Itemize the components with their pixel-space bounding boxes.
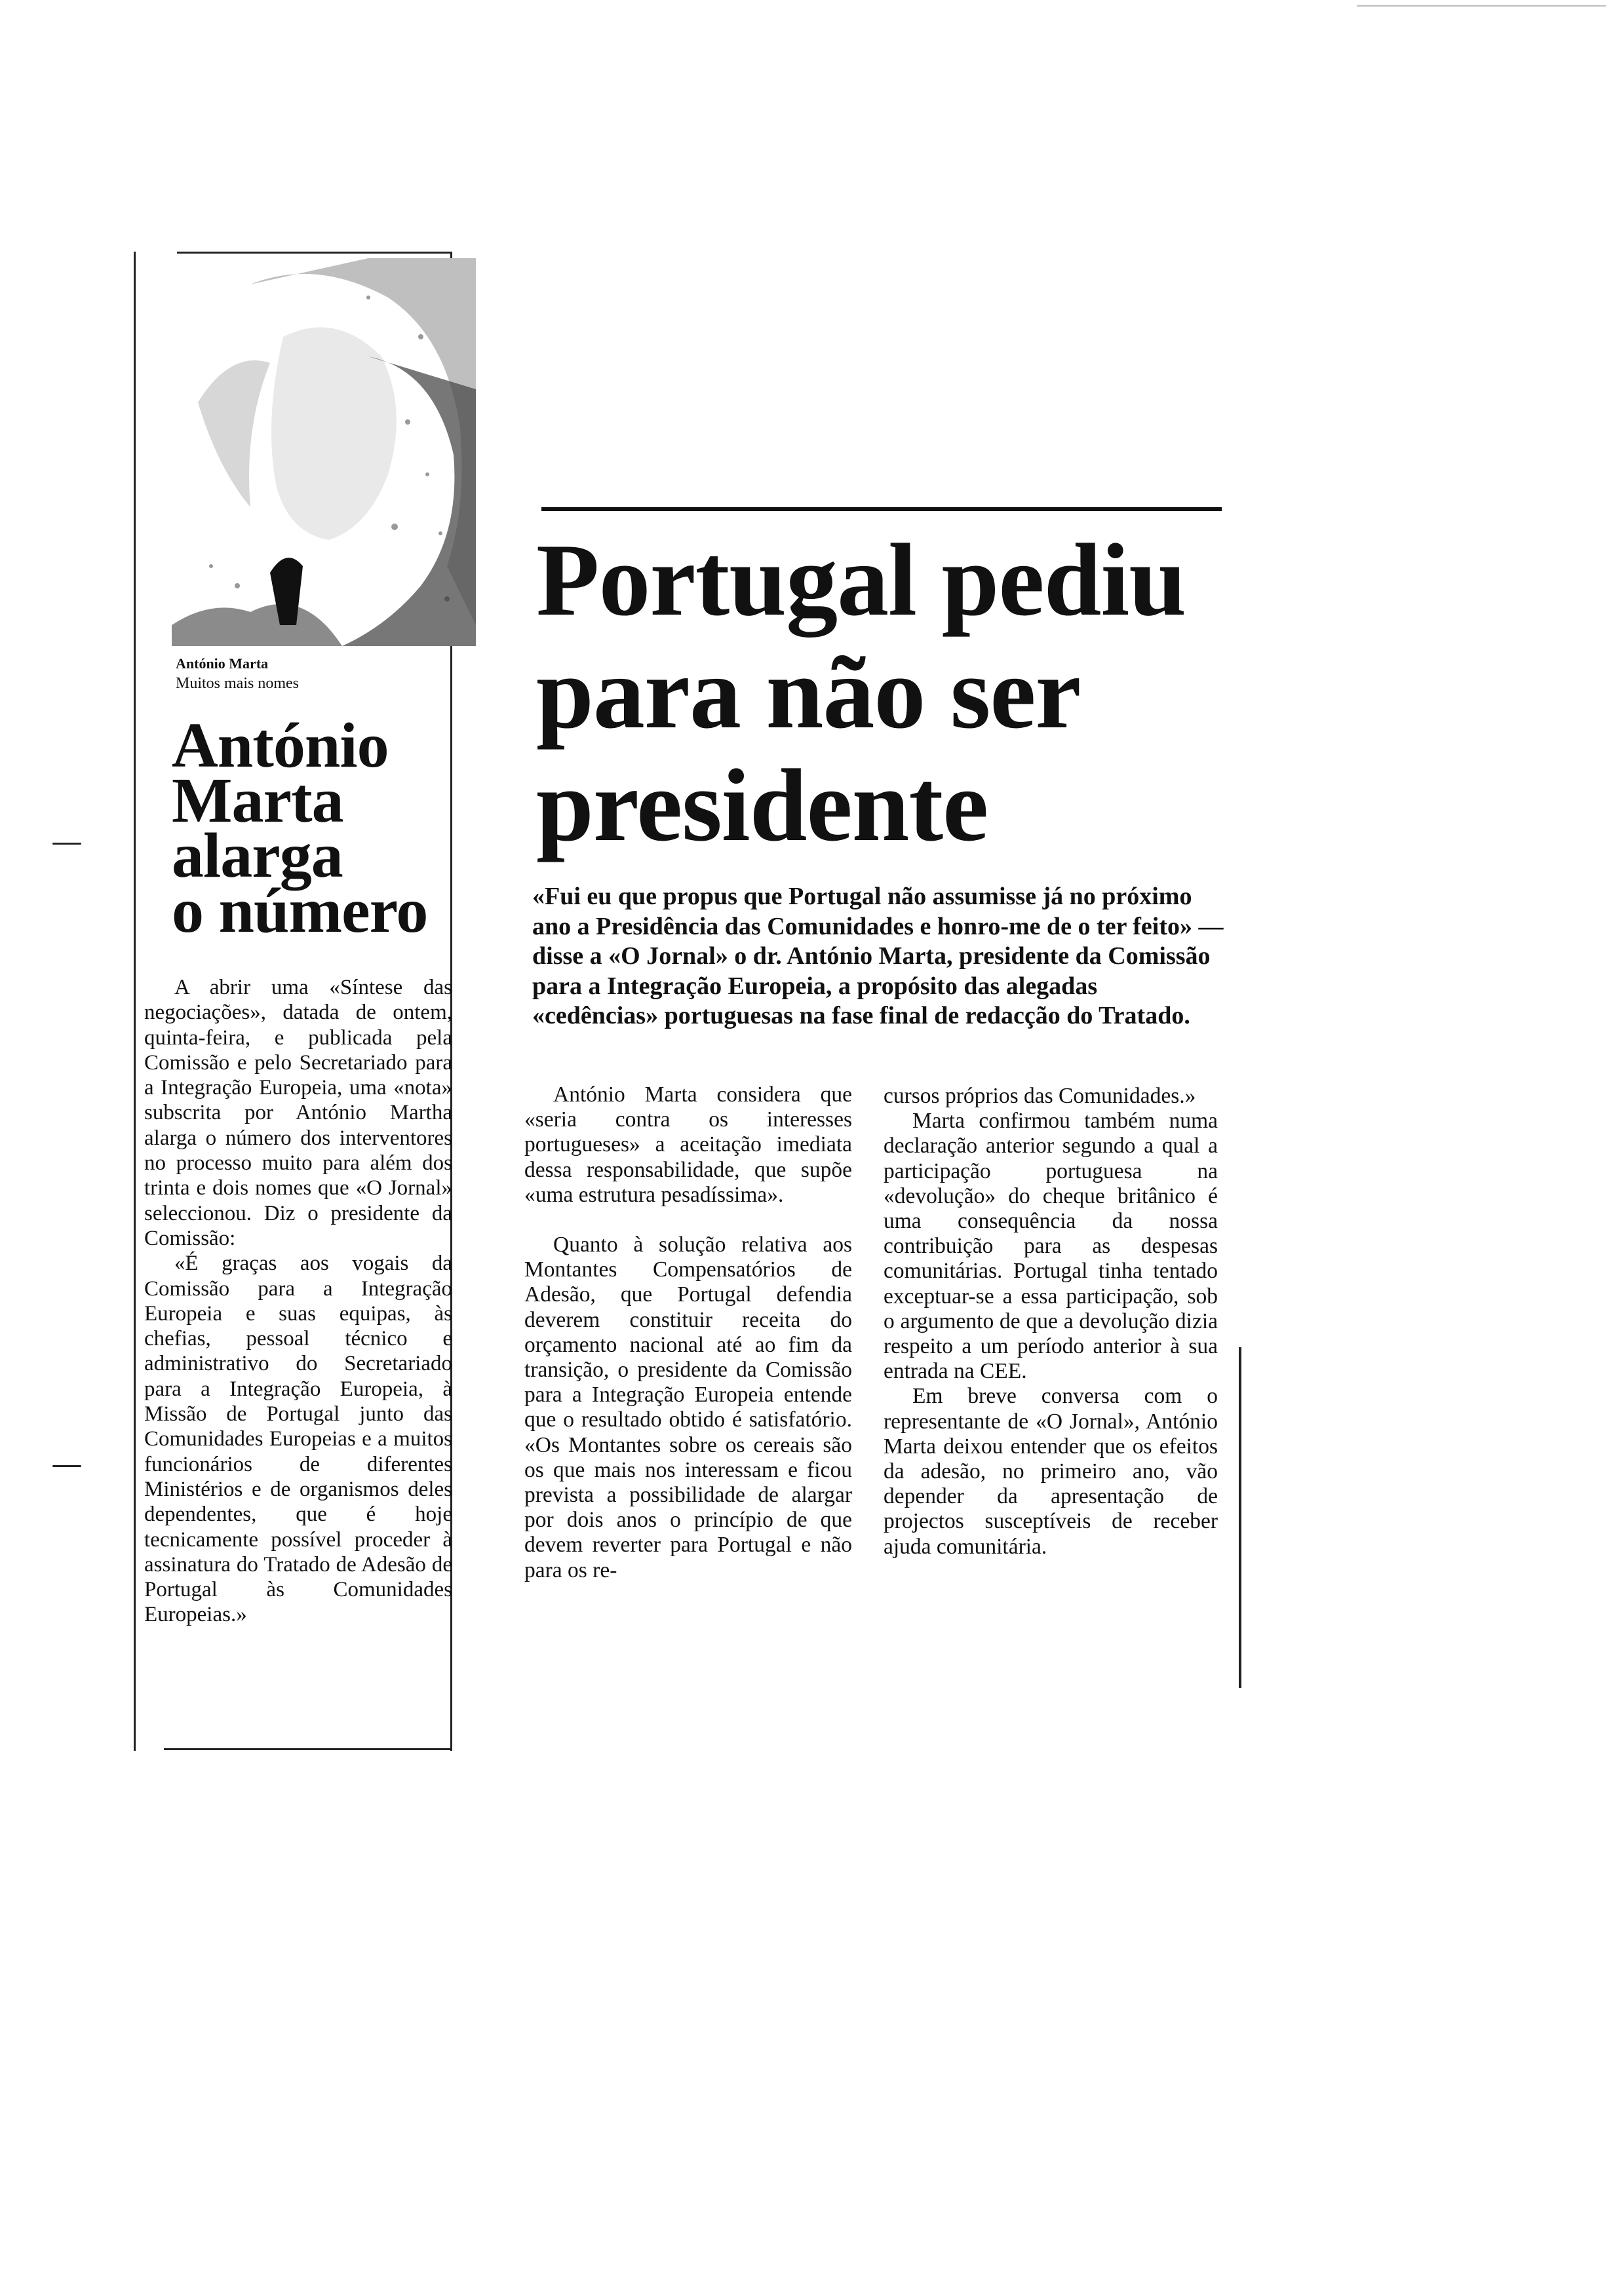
sidebar-headline-line: alarga xyxy=(172,820,343,891)
article-lead-text: «Fui eu que propus que Portugal não assumisse já no próximo ano a Presidência das Comunidades e honro-me de o ter feito» — disse a «O Jornal» o dr. António Marta, presidente da Comissão para a Integração Europeia, a propósito das alegadas «cedências» portuguesas na fase final de redacção do Tratado. xyxy=(532,883,1224,1029)
article-headline-line: presidente xyxy=(536,748,988,863)
article-headline xyxy=(536,524,1231,862)
photo-caption-text: Muitos mais nomes xyxy=(176,675,300,692)
article-paragraph-continuation: cursos próprios das Comunidades.» xyxy=(884,1084,1196,1108)
sidebar-box-top-rule xyxy=(177,252,452,254)
article-paragraph: Marta confirmou também numa declaração anterior segundo a qual a participação portuguesa na «devolução» do cheque britânico é uma consequência da nossa contribuição para as despesas comunitárias. Portugal tinha tentado exceptuar-se a essa participação, sob o argumento de que a devolução dizia respeito a um período anterior à sua entrada na CEE. xyxy=(884,1109,1218,1384)
headline-rule xyxy=(541,507,1222,511)
sidebar-body xyxy=(144,975,452,1628)
sidebar-headline xyxy=(172,710,447,946)
sidebar-headline-line: António xyxy=(172,710,389,781)
article-paragraph: Quanto à solução relativa aos Montantes Compensatórios de Adesão, que Portugal defendia deverem constituir receita do orçamento nacional até ao fim da transição, o presidente da Comissão para a Integração Europeia entende que o resultado obtido é satisfatório. «Os Montantes sobre os cereais são os que mais nos interessam e ficou prevista a possibilidade de alargar por dois anos o princípio de que devem reverter para Portugal e não para os re- xyxy=(524,1233,852,1582)
sidebar-box-bottom-rule xyxy=(164,1748,452,1750)
article-lead xyxy=(532,882,1224,1031)
sidebar-paragraph: «É graças aos vogais da Comissão para a Integração Europeia e suas equipas, às chefias, pessoal técnico e administrativo do Secretariado para a Integração Europeia, à Missão de Portugal junto das Comunidades Europeias e a muitos funcionários de diferentes Ministérios e de organismos deles dependentes, que é hoje tecnicamente possível proceder à assinatura do Tratado de Adesão de Portugal às Comunidades Europeias.» xyxy=(144,1252,452,1627)
punch-hole-mark xyxy=(52,843,81,845)
sidebar-headline-line: o número xyxy=(172,875,428,946)
portrait-photo xyxy=(172,258,476,646)
article-paragraph: Em breve conversa com o representante de «O Jornal», António Marta deixou entender que os efeitos da adesão, no primeiro ano, vão depender da apresentação de projectos susceptíveis de receber ajuda comunitária. xyxy=(884,1384,1218,1559)
article-headline-line: Portugal pediu xyxy=(536,523,1186,638)
photo-caption-name: António Marta xyxy=(176,655,269,672)
article-paragraph: António Marta considera que «seria contra os interesses portugueses» a aceitação imediata dessa responsabilidade, que supõe «uma estrutura pesadíssima». xyxy=(524,1082,852,1207)
sidebar-headline-line: Marta xyxy=(172,765,343,836)
sidebar-paragraph: A abrir uma «Síntese das negociações», datada de ontem, quinta-feira, e publicada pela Comissão e pelo Secretariado para a Integração Europeia, uma «nota» subscrita por António Martha alarga o número dos interventores no processo muito para além dos trinta e dois nomes que «O Jornal» seleccionou. Diz o presidente da Comissão: xyxy=(144,976,452,1250)
punch-hole-mark xyxy=(52,1465,81,1467)
article-column-2 xyxy=(884,1084,1218,1559)
scan-edge-line xyxy=(1357,5,1606,7)
column-rule xyxy=(1239,1347,1241,1688)
article-column-1 xyxy=(524,1082,852,1583)
article-headline-line: para não ser xyxy=(536,636,1081,750)
